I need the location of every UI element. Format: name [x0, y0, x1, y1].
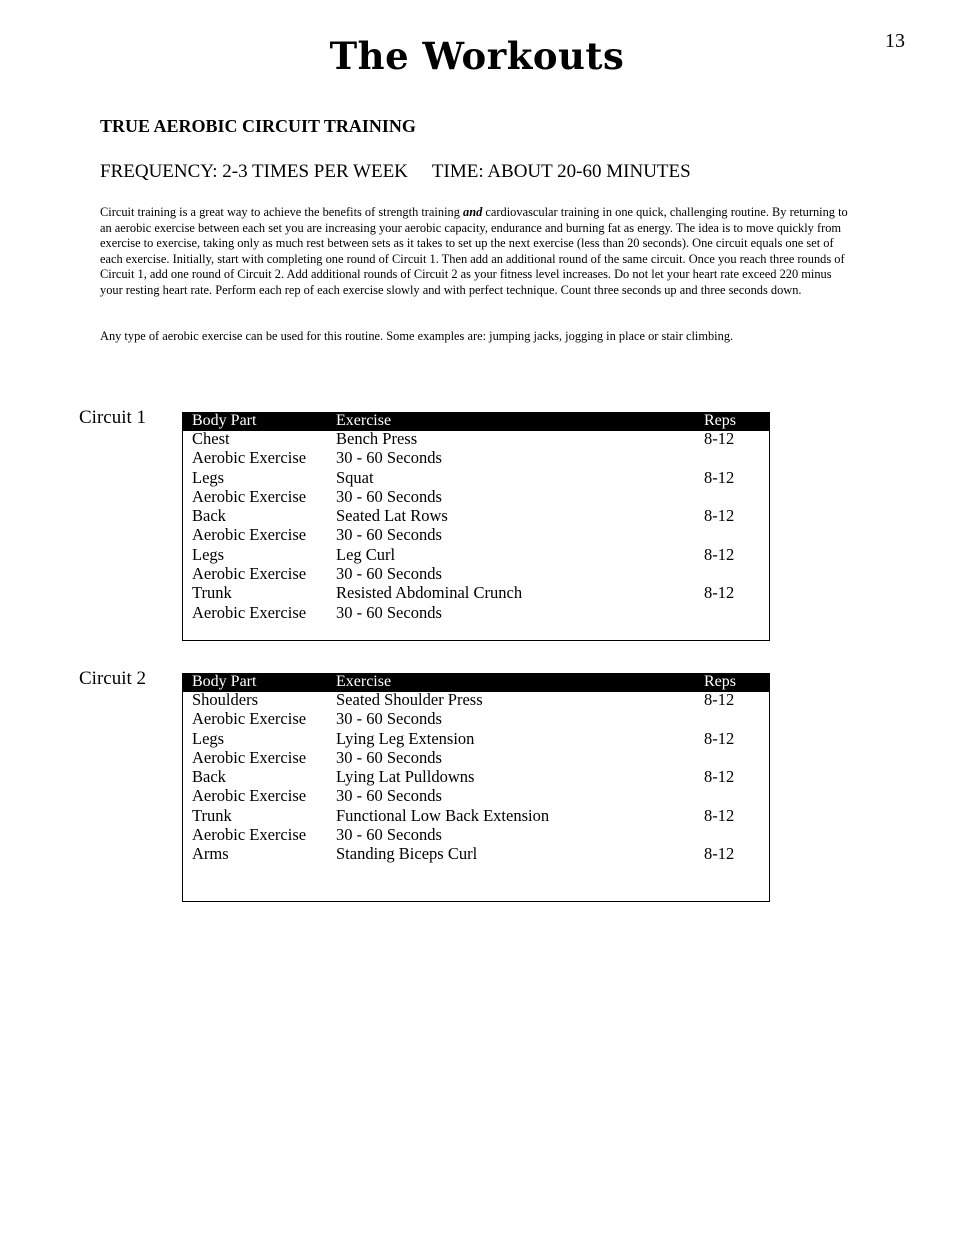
table-row	[183, 486, 769, 508]
cell-exercise: Functional Low Back Extension	[336, 805, 550, 825]
cell-body-part: Back	[192, 506, 226, 526]
cell-body-part: Shoulders	[192, 690, 258, 709]
cell-body-part: Chest	[192, 429, 230, 448]
cell-body-part: Trunk	[192, 805, 232, 825]
table-row	[183, 602, 769, 624]
circuit-1-label: Circuit 1	[79, 407, 147, 428]
cell-body-part: Legs	[192, 544, 225, 564]
header-body-part: Body Part	[192, 412, 257, 429]
cell-exercise: 30 - 60 Seconds	[336, 564, 442, 584]
cell-reps: 8-12	[704, 767, 735, 787]
cell-exercise: Leg Curl	[336, 544, 396, 564]
cell-reps: 8-12	[704, 467, 735, 487]
cell-body-part: Back	[192, 767, 226, 787]
cell-exercise: 30 - 60 Seconds	[336, 486, 442, 506]
intro-paragraph	[100, 205, 850, 298]
aerobic-examples-paragraph: Any type of aerobic exercise can be used for this routine. Some examples are: jumping jacks, jogging in place or stair climbing.	[100, 329, 734, 343]
cell-body-part: Aerobic Exercise	[192, 602, 307, 622]
header-reps: Reps	[704, 673, 736, 690]
cell-exercise: 30 - 60 Seconds	[336, 786, 442, 806]
section-heading: TRUE AEROBIC CIRCUIT TRAINING	[100, 116, 416, 136]
page-title: The Workouts	[329, 34, 625, 78]
circuit-2-table	[182, 673, 770, 902]
cell-body-part: Aerobic Exercise	[192, 709, 307, 729]
cell-exercise: Lying Lat Pulldowns	[336, 767, 475, 787]
table-row	[183, 747, 769, 769]
cell-body-part: Arms	[192, 844, 229, 864]
header-exercise: Exercise	[336, 412, 392, 429]
table-row	[183, 450, 769, 469]
time-text: TIME: ABOUT 20-60 MINUTES	[431, 161, 691, 182]
circuit-1-table	[182, 412, 770, 641]
cell-exercise: Lying Leg Extension	[336, 728, 475, 748]
frequency-text: FREQUENCY: 2-3 TIMES PER WEEK	[100, 161, 408, 182]
cell-reps: 8-12	[704, 506, 735, 526]
cell-exercise: 30 - 60 Seconds	[336, 709, 442, 729]
cell-exercise: 30 - 60 Seconds	[336, 448, 442, 468]
header-reps: Reps	[704, 412, 736, 429]
table-header	[183, 413, 769, 431]
intro-emphasis: and	[463, 205, 483, 219]
cell-body-part: Trunk	[192, 583, 232, 603]
header-body-part: Body Part	[192, 673, 257, 690]
frequency-time-line	[100, 161, 691, 183]
cell-exercise: 30 - 60 Seconds	[336, 825, 442, 845]
cell-exercise: Squat	[336, 467, 374, 487]
cell-body-part: Aerobic Exercise	[192, 747, 307, 767]
cell-exercise: Resisted Abdominal Crunch	[336, 583, 523, 603]
cell-reps: 8-12	[704, 805, 735, 825]
cell-exercise: Bench Press	[336, 429, 418, 448]
table-row	[183, 846, 769, 865]
table-row	[183, 711, 769, 730]
cell-reps: 8-12	[704, 544, 735, 564]
cell-reps: 8-12	[704, 844, 735, 864]
cell-exercise: Seated Shoulder Press	[336, 690, 483, 709]
intro-text-after: cardiovascular training in one quick, challenging routine. By returning to an aerobic exercise between each set you are increasing your aerobic capacity, endurance and burning fat as energy. The idea is to move quickly from exercise to exercise, taking only as much rest between sets as it takes to set up the next exercise (less than 20 seconds). One circuit equals one set of each exercise. Initially, start with completing one round of Circuit 1. Then add an additional round of the same circuit. Once you reach three rounds of Circuit 1, add one round of Circuit 2. Add additional rounds of Circuit 2 as your fitness level increases. Do not let your heart rate exceed 220 minus your resting heart rate. Perform each rep of each exercise slowly and with perfect technique. Count three seconds up and three seconds down.	[100, 205, 848, 297]
circuit-2-rows	[183, 692, 769, 866]
cell-reps: 8-12	[704, 690, 735, 709]
cell-body-part: Legs	[192, 467, 225, 487]
cell-body-part: Aerobic Exercise	[192, 564, 307, 584]
table-row	[183, 527, 769, 546]
cell-body-part: Aerobic Exercise	[192, 448, 307, 468]
cell-exercise: Seated Lat Rows	[336, 506, 448, 526]
header-exercise: Exercise	[336, 673, 392, 690]
circuit-2-label: Circuit 2	[79, 668, 147, 689]
cell-body-part: Legs	[192, 728, 225, 748]
cell-exercise: 30 - 60 Seconds	[336, 602, 442, 622]
cell-exercise: 30 - 60 Seconds	[336, 747, 442, 767]
cell-reps: 8-12	[704, 583, 735, 603]
circuit-1-rows	[183, 431, 769, 624]
intro-text-before: Circuit training is a great way to achieve the benefits of strength training	[100, 205, 464, 219]
cell-exercise: Standing Biceps Curl	[336, 844, 478, 864]
cell-exercise: 30 - 60 Seconds	[336, 525, 442, 545]
page-number: 13	[885, 30, 905, 52]
cell-body-part: Aerobic Exercise	[192, 486, 307, 506]
cell-reps: 8-12	[704, 728, 735, 748]
cell-body-part: Aerobic Exercise	[192, 825, 307, 845]
cell-reps: 8-12	[704, 429, 735, 448]
cell-body-part: Aerobic Exercise	[192, 786, 307, 806]
cell-body-part: Aerobic Exercise	[192, 525, 307, 545]
